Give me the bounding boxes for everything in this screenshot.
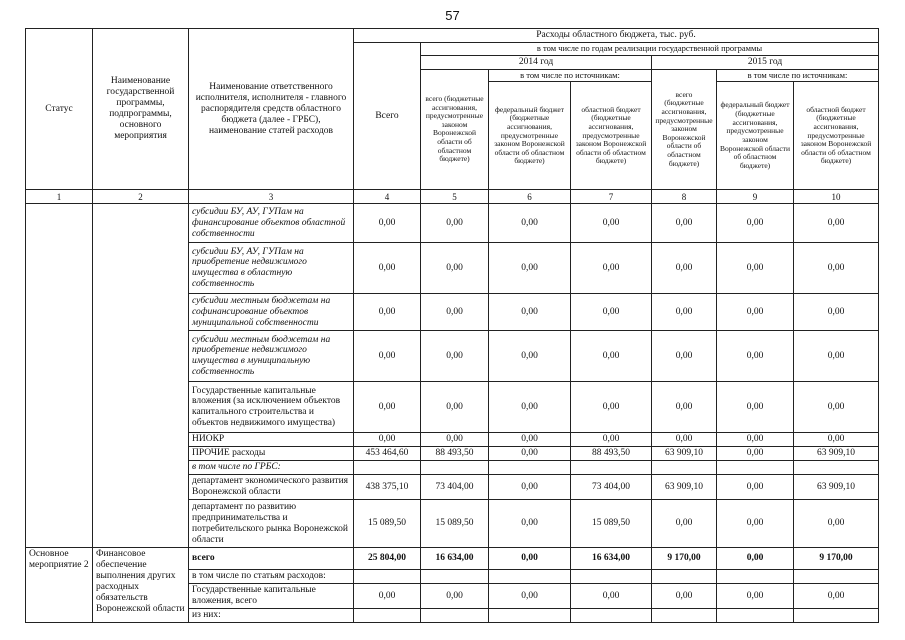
cell-value: 0,00 [717,475,794,500]
cell-value: 0,00 [354,294,421,331]
cell-value: 0,00 [571,433,652,447]
page-number: 57 [445,8,460,23]
cell-value: 15 089,50 [421,500,489,548]
row-label: субсидии БУ, АУ, ГУПам на приобретение недвижимого имущества в областную собственность [189,243,354,294]
cell-value: 0,00 [717,243,794,294]
cell-value: 0,00 [571,331,652,382]
cell-value: 88 493,50 [571,447,652,461]
cell-value: 0,00 [652,382,717,433]
table-row [26,548,879,570]
cell-value: 16 634,00 [571,548,652,570]
table-row [26,204,879,243]
cell-value: 0,00 [794,243,879,294]
cell-value: 16 634,00 [421,548,489,570]
row-label: субсидии БУ, АУ, ГУПам на финансирование объектов областной собственности [189,204,354,243]
cell-value: 0,00 [421,331,489,382]
cell-value: 0,00 [794,500,879,548]
header-executor: Наименование ответственного исполнителя, исполнителя - главного распорядителя средств областного бюджета (далее - ГРБС), наименование статей расходов [189,29,354,190]
column-number: 8 [652,190,717,204]
header-program: Наименование государственной программы, подпрограммы, основного мероприятия [93,29,189,190]
cell-value: 453 464,60 [354,447,421,461]
row-label: Государственные капитальные вложения (за исключением объектов капитального строительства и объектов недвижимого имущества) [189,382,354,433]
cell-value: 15 089,50 [571,500,652,548]
cell-value: 0,00 [354,243,421,294]
cell-value: 73 404,00 [571,475,652,500]
cell-value: 0,00 [652,204,717,243]
cell-value: 0,00 [652,433,717,447]
measure-status: Основное мероприятие 2 [26,548,93,623]
row-label: всего [189,548,354,570]
cell-value: 9 170,00 [794,548,879,570]
cell-value: 0,00 [489,584,571,609]
column-number: 9 [717,190,794,204]
cell-value: 0,00 [571,204,652,243]
cell-value: 0,00 [717,204,794,243]
cell-value: 0,00 [421,294,489,331]
row-label: субсидии местным бюджетам на приобретение недвижимого имущества в муниципальную собственность [189,331,354,382]
cell-value: 0,00 [489,243,571,294]
cell-value: 9 170,00 [652,548,717,570]
cell-value: 0,00 [794,294,879,331]
column-number: 3 [189,190,354,204]
measure-name: Финансовое обеспечение выполнения других расходных обязательств Воронежской области [93,548,189,623]
header-regional-2014: областной бюджет (бюджетные ассигнования, предусмотренные законом Воронежской области об областном бюджете) [571,82,652,190]
cell-value: 0,00 [652,500,717,548]
column-number: 10 [794,190,879,204]
row-label: Государственные капитальные вложения, всего [189,584,354,609]
cell-value: 0,00 [794,331,879,382]
column-number: 5 [421,190,489,204]
column-number: 4 [354,190,421,204]
cell-value: 0,00 [717,500,794,548]
row-label: НИОКР [189,433,354,447]
cell-value: 0,00 [421,433,489,447]
cell-value: 0,00 [489,382,571,433]
cell-value: 0,00 [717,548,794,570]
cell-value: 63 909,10 [652,447,717,461]
cell-value: 0,00 [489,447,571,461]
cell-value: 0,00 [571,382,652,433]
cell-value: 88 493,50 [421,447,489,461]
cell-value: 0,00 [421,382,489,433]
cell-value: 63 909,10 [652,475,717,500]
cell-value: 0,00 [794,433,879,447]
cell-value: 0,00 [652,584,717,609]
cell-value: 63 909,10 [794,447,879,461]
cell-value: 0,00 [489,475,571,500]
row-label: в том числе по статьям расходов: [189,570,354,584]
program-cell-empty [93,204,189,548]
cell-value: 0,00 [794,204,879,243]
row-label: из них: [189,608,354,622]
column-number: 1 [26,190,93,204]
header-all-2015: всего (бюджетные ассигнования, предусмотренные законом Воронежской области об областном бюджете) [652,69,717,190]
column-number: 6 [489,190,571,204]
cell-value: 0,00 [717,294,794,331]
cell-value: 0,00 [354,331,421,382]
header-federal-2014: федеральный бюджет (бюджетные ассигнования, предусмотренные законом Воронежской области об областном бюджете) [489,82,571,190]
column-number: 2 [93,190,189,204]
cell-value: 0,00 [489,548,571,570]
cell-value: 63 909,10 [794,475,879,500]
cell-value: 0,00 [794,584,879,609]
header-regional-2015: областной бюджет (бюджетные ассигнования, предусмотренные законом Воронежской области об областном бюджете) [794,82,879,190]
cell-value: 0,00 [354,382,421,433]
cell-value: 73 404,00 [421,475,489,500]
header-all-2014: всего (бюджетные ассигнования, предусмотренные законом Воронежской области об областном бюджете) [421,69,489,190]
row-label: в том числе по ГРБС: [189,461,354,475]
cell-value: 0,00 [571,294,652,331]
cell-value: 0,00 [354,584,421,609]
cell-value: 0,00 [421,584,489,609]
cell-value: 0,00 [489,204,571,243]
header-sources-2014: в том числе по источникам: [489,69,652,82]
cell-value: 0,00 [421,243,489,294]
cell-value: 0,00 [489,500,571,548]
cell-value: 0,00 [571,243,652,294]
cell-value: 0,00 [717,382,794,433]
cell-value: 0,00 [717,331,794,382]
cell-value: 0,00 [489,433,571,447]
column-numbers-row [26,190,879,204]
header-status: Статус [26,29,93,190]
cell-value: 0,00 [571,584,652,609]
cell-value: 0,00 [717,447,794,461]
cell-value: 0,00 [652,294,717,331]
cell-value: 0,00 [489,294,571,331]
header-sources-2015: в том числе по источникам: [717,69,879,82]
cell-value: 0,00 [717,584,794,609]
header-federal-2015: федеральный бюджет (бюджетные ассигнования, предусмотренные законом Воронежской области об областном бюджете) [717,82,794,190]
cell-value: 0,00 [652,243,717,294]
cell-value: 0,00 [794,382,879,433]
cell-value: 0,00 [717,433,794,447]
cell-value: 25 804,00 [354,548,421,570]
cell-value: 0,00 [421,204,489,243]
header-expenses: Расходы областного бюджета, тыс. руб. [354,29,879,43]
cell-value: 0,00 [489,331,571,382]
row-label: ПРОЧИЕ расходы [189,447,354,461]
cell-value: 0,00 [652,331,717,382]
column-number: 7 [571,190,652,204]
row-label: субсидии местным бюджетам на софинансирование объектов муниципальной собственности [189,294,354,331]
cell-value: 15 089,50 [354,500,421,548]
cell-value: 0,00 [354,204,421,243]
cell-value: 438 375,10 [354,475,421,500]
header-year-2015: 2015 год [652,55,879,69]
header-total: Всего [354,42,421,189]
row-label: департамент экономического развития Воронежской области [189,475,354,500]
cell-value: 0,00 [354,433,421,447]
row-label: департамент по развитию предпринимательства и потребительского рынка Воронежской области [189,500,354,548]
budget-table [25,28,879,623]
header-year-2014: 2014 год [421,55,652,69]
status-cell-empty [26,204,93,548]
header-by-years: в том числе по годам реализации государственной программы [421,42,879,55]
